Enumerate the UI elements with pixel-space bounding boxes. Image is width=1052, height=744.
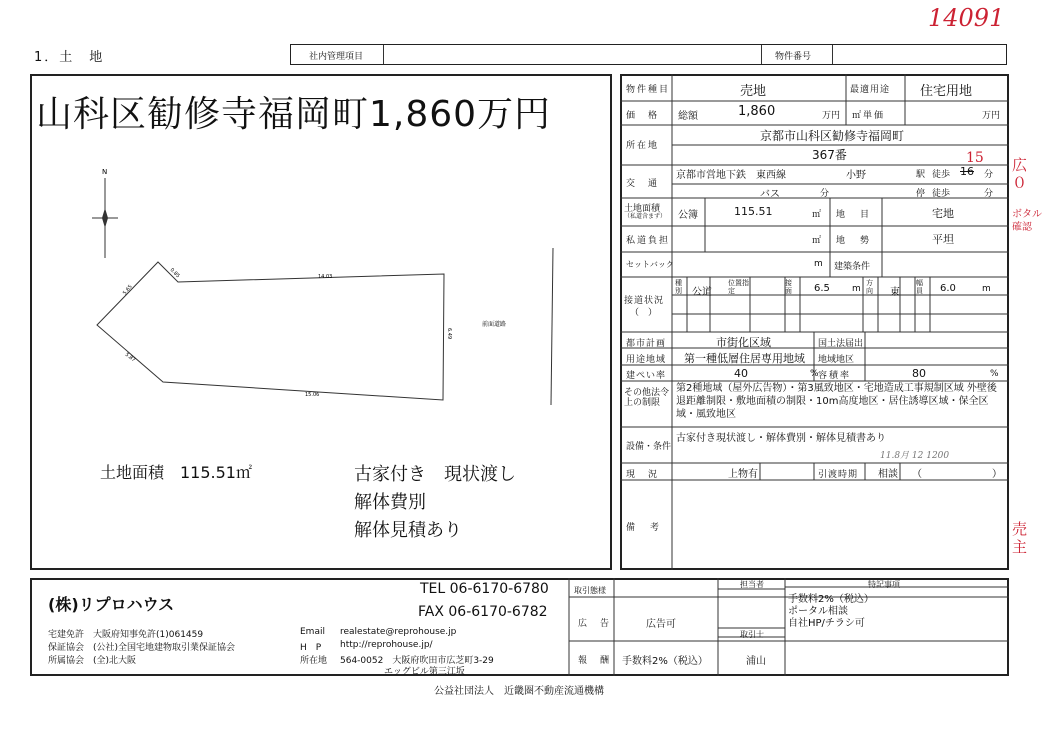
license-number: 宅建免許 大阪府知事免許(1)061459 — [48, 630, 204, 640]
headline: 山科区勧修寺福岡町1,860万円 — [36, 94, 552, 135]
dim-south: 15.06 — [305, 392, 320, 398]
unit-price-unit: 万円 — [982, 111, 1001, 121]
doc-number-handwritten: 14091 — [928, 4, 1005, 32]
company-fax: FAX 06-6170-6782 — [418, 604, 548, 620]
walk-minutes-unit: 分 — [984, 170, 994, 180]
facility-value: 古家付き現状渡し・解体費別・解体見積書あり — [676, 433, 886, 444]
private-road-unit: ㎡ — [812, 236, 822, 246]
status-label: 現 況 — [626, 470, 660, 480]
pencil-note: 11.8月 12 1200 — [880, 451, 950, 461]
walk-label: 徒歩 — [932, 170, 951, 180]
road-line — [551, 248, 553, 405]
road-label: 前面道路 — [482, 321, 507, 328]
summary-line3: 解体見積あり — [354, 520, 462, 541]
dim-notch: 0.85 — [168, 267, 181, 280]
bcr-value: 40 — [734, 367, 748, 380]
company-name: (株)リプロハウス — [48, 595, 175, 614]
section-title: 1．土 地 — [34, 50, 105, 65]
stop-unit: 分 — [984, 189, 994, 199]
far-unit: % — [990, 369, 999, 379]
email-link[interactable]: realestate@reprohouse.jp — [340, 627, 457, 637]
facility-label: 設備・条件 — [626, 442, 672, 452]
status-value: 上物有 — [728, 469, 758, 480]
road-kind-value: 公道 — [692, 287, 712, 298]
stop-walk-label: 徒歩 — [932, 189, 951, 199]
terrain-label: 地 勢 — [836, 236, 873, 246]
other-restrictions-value: 第2種地域（屋外広告物）・第3風致地区・宅地造成工事規制区域 外壁後退距離制限・敷地面積の制限・10m高度地区・居住誘導区域・保全区域・風致地区 — [676, 383, 997, 420]
location-line1: 京都市山科区勧修寺福岡町 — [760, 129, 905, 143]
member-assoc: 所属協会 (全)北大阪 — [48, 656, 137, 666]
north-arrow — [92, 168, 118, 258]
walk-minutes-handwritten: 15 — [966, 150, 984, 166]
land-law-label: 国土法届出 — [818, 339, 864, 349]
margin-note-2: ボタル 確認 — [1012, 209, 1042, 233]
road-width-value: 6.0 — [940, 283, 956, 294]
building-cond-label: 建築条件 — [834, 262, 871, 272]
bcr-unit: % — [810, 369, 819, 379]
location-label: 所在地 — [626, 141, 660, 151]
road-width-unit: m — [982, 284, 991, 294]
ad-label: 広 告 — [578, 619, 612, 629]
type-value: 売地 — [740, 84, 767, 99]
bus-label: バス — [760, 189, 780, 200]
parcel-outline — [97, 262, 444, 400]
type-label: 物件種目 — [626, 85, 671, 95]
road-direction-label: 方向 — [866, 279, 873, 295]
station-suffix: 駅 — [916, 170, 926, 180]
zone-value: 第一種低層住居専用地域 — [684, 352, 805, 365]
road-frontage-label: 接面 — [785, 279, 792, 295]
margin-note-1: 広０ — [1012, 156, 1028, 192]
use-label: 最適用途 — [850, 85, 891, 95]
staff-label: 担当者 — [740, 580, 764, 589]
terrain-value: 平坦 — [932, 233, 954, 246]
location-line2: 367番 — [812, 148, 847, 162]
dim-east: 6.49 — [446, 328, 452, 340]
price-unit: 万円 — [822, 111, 841, 121]
fee-label: 報 酬 — [578, 656, 612, 666]
price-total-label: 総額 — [678, 111, 698, 122]
margin-note-3: 売主 — [1012, 520, 1028, 556]
dim-southwest: 5.87 — [123, 351, 137, 364]
use-value: 住宅用地 — [920, 84, 973, 99]
homepage-label: H P — [300, 643, 322, 653]
price-value: 1,860 — [738, 104, 776, 119]
road-access-paren: （ ） — [630, 308, 658, 318]
internal-management-label: 社内管理項目 — [309, 52, 364, 62]
setback-unit: m — [814, 259, 823, 269]
dim-northwest: 5.65 — [121, 283, 134, 297]
summary-line2: 解体費別 — [354, 492, 426, 513]
land-area-label: 土地面積 — [624, 204, 661, 214]
notes-label: 備 考 — [626, 523, 663, 533]
handover-paren-open: （ — [912, 469, 922, 480]
walk-minutes-old: 16 — [960, 165, 974, 178]
property-number-label: 物件番号 — [775, 52, 812, 62]
unit-price-label: ㎡単価 — [852, 111, 886, 121]
transaction-type-label: 取引態様 — [574, 586, 606, 595]
handover-label: 引渡時期 — [818, 470, 859, 480]
special-note-2: ポータル相談 — [788, 606, 848, 617]
private-road-label: 私道負担 — [626, 236, 671, 246]
zone-label: 用途地域 — [626, 355, 667, 365]
summary-area: 土地面積 115.51㎡ — [100, 463, 252, 482]
special-note-1: 手数料2%（税込） — [788, 594, 874, 605]
handover-value: 相談 — [878, 469, 898, 480]
dim-north: 14.03 — [318, 274, 333, 280]
district-label: 地域地区 — [818, 355, 855, 365]
address-value: 564-0052 大阪府吹田市広芝町3-29 — [340, 656, 494, 666]
site-map — [30, 160, 612, 460]
fee-value: 手数料2%（税込） — [622, 656, 708, 667]
far-label: 容積率 — [818, 371, 852, 381]
road-width-label: 幅員 — [916, 279, 923, 295]
agent-label: 取引士 — [740, 630, 764, 639]
organization-name: 公益社団法人 近畿圏不動産流通機構 — [434, 686, 604, 697]
handover-paren-close: ） — [992, 469, 1002, 480]
road-position-label: 位置指定 — [728, 279, 749, 295]
land-area-unit: ㎡ — [812, 210, 822, 220]
agent-value: 浦山 — [746, 656, 766, 667]
other-restrictions-label: その他法令上の制限 — [624, 388, 670, 408]
homepage-link[interactable]: http://reprohouse.jp/ — [340, 640, 433, 650]
city-plan-label: 都市計画 — [626, 339, 667, 349]
road-frontage-value: 6.5 — [814, 283, 830, 294]
chimoku-value: 宅地 — [932, 207, 954, 220]
stop-label: 停 — [916, 189, 926, 199]
chimoku-label: 地 目 — [836, 210, 873, 220]
header-strip — [290, 44, 1007, 65]
land-area-sub: （私道含まず） — [624, 213, 667, 220]
company-tel: TEL 06-6170-6780 — [420, 581, 549, 597]
road-direction-value: 東 — [890, 287, 900, 298]
far-value: 80 — [912, 367, 926, 380]
special-note-3: 自社HP/チラシ可 — [788, 618, 865, 629]
road-access-label: 接道状況 — [624, 296, 665, 306]
road-frontage-unit: m — [852, 284, 861, 294]
transport-label: 交 通 — [626, 179, 660, 189]
bus-unit: 分 — [820, 189, 830, 199]
setback-label: セットバック — [626, 260, 674, 269]
transport-line: 京都市営地下鉄 東西線 — [676, 170, 786, 181]
address-label: 所在地 — [300, 656, 328, 666]
special-notes-label: 特記事項 — [868, 580, 900, 589]
ad-value: 広告可 — [646, 619, 676, 630]
summary-line1: 古家付き 現状渡し — [354, 464, 516, 485]
land-area-value: 115.51 — [734, 205, 773, 218]
email-label: Email — [300, 627, 325, 637]
north-label: N — [102, 168, 108, 176]
road-kind-label: 種別 — [675, 279, 682, 295]
land-area-kind: 公簿 — [678, 210, 698, 221]
city-plan-value: 市街化区域 — [716, 336, 771, 349]
guarantee-assoc: 保証協会 (公社)全国宅地建物取引業保証協会 — [48, 643, 236, 653]
station-name: 小野 — [846, 170, 866, 181]
bcr-label: 建ぺい率 — [626, 371, 667, 381]
price-label: 価 格 — [626, 111, 660, 121]
building-name: エッグビル第三江坂 — [384, 667, 465, 677]
